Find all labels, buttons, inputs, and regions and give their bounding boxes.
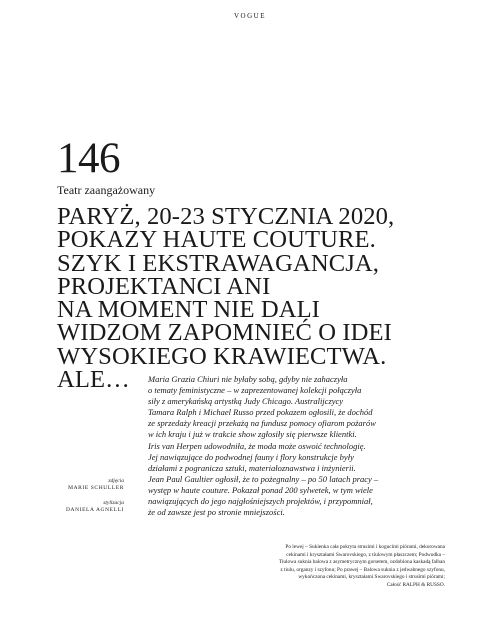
caption-line: Tiulowa suknia balowa z asymetrycznym gorsetem, ozdobiona kaskadą falban: [278, 559, 445, 566]
caption-line: Całość RALPH & RUSSO.: [386, 581, 445, 588]
body-line: o tematy feministyczne – w zaprezentowanej kolekcji połączyła: [148, 385, 362, 396]
headline-line: WYSOKIEGO KRAWIECTWA.: [57, 342, 387, 370]
headline-line: ALE…: [57, 366, 130, 394]
body-line: ze sprzedaży kreacji przekażą na fundusz pomocy ofiarom pożarów: [148, 418, 376, 429]
body-line: występ w haute couture. Pokazał ponad 200 sylwetek, w tym wiele: [148, 484, 373, 495]
headline-line: POKAZY HAUTE COUTURE.: [57, 226, 376, 254]
page-number: 146: [57, 135, 120, 182]
body-line: siły z amerykańską artystką Judy Chicago. Australijczycy: [148, 396, 344, 407]
headline-line: PARYŻ, 20-23 STYCZNIA 2020,: [57, 203, 395, 230]
caption-line: cekinami i kryształami Swarovskiego, z tiulowym płaszczem; Podwodka –: [286, 551, 445, 558]
caption-line: wykończona cekinami, kryształami Swarovskiego i strusimi piórami;: [298, 574, 445, 581]
body-line: działami z pogranicza sztuki, materiałoznawstwa i inżynierii.: [148, 462, 356, 473]
magazine-masthead: VOGUE: [234, 12, 266, 20]
body-line: w ich kraju i już w trakcie show zgłosiły się pierwsze klientki.: [148, 429, 357, 440]
caption-line: Po lewej – Sukienka cała pokryta strusimi i kogucimi piórami, dekorowana: [285, 544, 445, 550]
photo-credit-label: zdjęcia: [108, 478, 124, 484]
body-paragraph: [148, 374, 448, 518]
headline: [57, 203, 457, 394]
section-title: Teatr zaangażowany: [57, 183, 156, 197]
stylist-name: DANIELA AGNELLI: [65, 507, 124, 513]
photographer-name: MARIE SCHULLER: [68, 485, 124, 491]
headline-line: SZYK I EKSTRAWAGANCJA,: [57, 249, 380, 277]
body-line: Jean Paul Gaultier ogłosił, że to pożegnalny – po 50 latach pracy –: [148, 473, 379, 484]
body-line: Iris van Herpen udowodniła, że moda może oswoić technologię.: [148, 440, 366, 451]
body-line: nawiązujących do jego najgłośniejszych projektów, i przypomniał,: [148, 496, 373, 507]
headline-line: NA MOMENT NIE DALI: [57, 296, 320, 324]
body-line: że od zawsze jest po stronie mniejszości.: [148, 507, 285, 518]
body-line: Maria Grazia Chiuri nie byłaby sobą, gdyby nie zahaczyła: [148, 374, 348, 384]
body-line: Tamara Ralph i Michael Russo przed pokazem ogłosili, że dochód: [148, 407, 373, 418]
caption-line: z tiulu, organzy i szyfonu; Po prawej – Balowa suknia z jedwabnego szyfonu,: [280, 566, 445, 573]
headline-line: PROJEKTANCI ANI: [57, 272, 271, 300]
styling-credit-label: stylizacja: [103, 500, 124, 506]
photo-caption: [210, 544, 445, 590]
photo-credits: [0, 478, 124, 514]
headline-line: WIDZOM ZAPOMNIEĆ O IDEI: [57, 319, 392, 347]
body-line: Jej nawiązujące do podwodnej fauny i flory konstrukcje były: [148, 451, 354, 462]
